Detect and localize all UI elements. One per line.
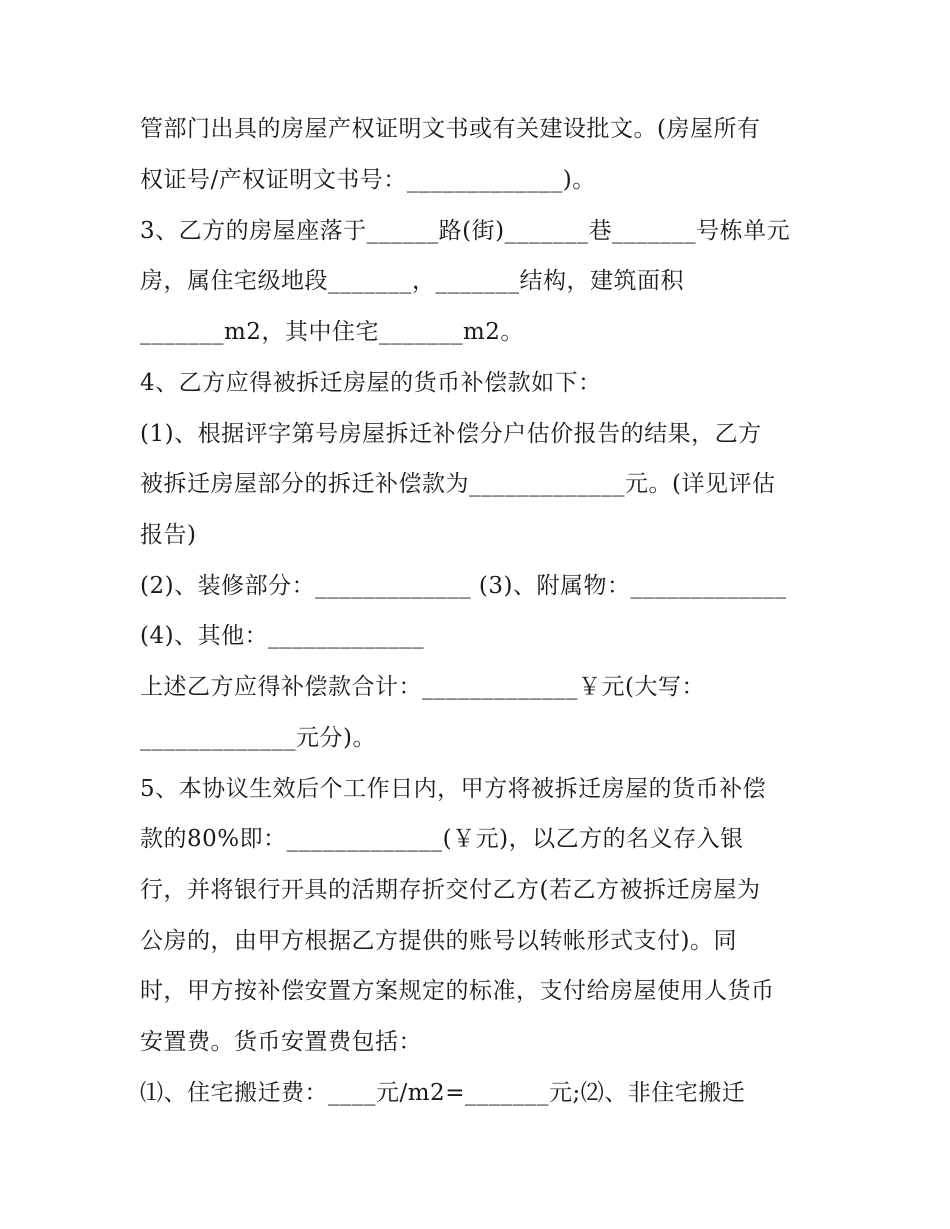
text-line: _______m2，其中住宅_______m2。	[140, 319, 524, 345]
text-line: (2)、装修部分：_____________ (3)、附属物：_____________	[140, 573, 787, 599]
text-line: 权证号/产权证明文书号：_____________)。	[140, 167, 596, 193]
text-line: 管部门出具的房屋产权证明文书或有关建设批文。(房屋所有	[140, 116, 761, 142]
text-line: 4、乙方应得被拆迁房屋的货币补偿款如下：	[140, 370, 602, 396]
text-line: (4)、其他：_____________	[140, 623, 425, 649]
text-line: 行，并将银行开具的活期存折交付乙方(若乙方被拆迁房屋为	[140, 877, 761, 903]
text-line: 安置费。货币安置费包括：	[140, 1029, 422, 1055]
text-line: 上述乙方应得补偿款合计：_____________￥元(大写：	[140, 674, 705, 700]
text-line: (1)、根据评字第号房屋拆迁补偿分户估价报告的结果，乙方	[140, 421, 762, 447]
text-line: 3、乙方的房屋座落于______路(街)_______巷_______号栋单元	[140, 218, 791, 244]
text-line: _____________元分)。	[140, 725, 376, 751]
text-line: ⑴、住宅搬迁费：____元/m2=_______元;⑵、非住宅搬迁	[140, 1080, 746, 1106]
text-line: 5、本协议生效后个工作日内，甲方将被拆迁房屋的货币补偿	[140, 776, 767, 802]
text-line: 公房的，由甲方根据乙方提供的账号以转帐形式支付)。同	[140, 928, 737, 954]
text-line: 款的80%即：_____________(￥元)，以乙方的名义存入银	[140, 826, 744, 852]
text-line: 被拆迁房屋部分的拆迁补偿款为_____________元。(详见评估	[140, 471, 776, 497]
text-line: 房，属住宅级地段_______，_______结构，建筑面积	[140, 268, 684, 294]
text-line: 时，甲方按补偿安置方案规定的标准，支付给房屋使用人货币	[140, 978, 775, 1004]
text-line: 报告)	[140, 522, 197, 548]
